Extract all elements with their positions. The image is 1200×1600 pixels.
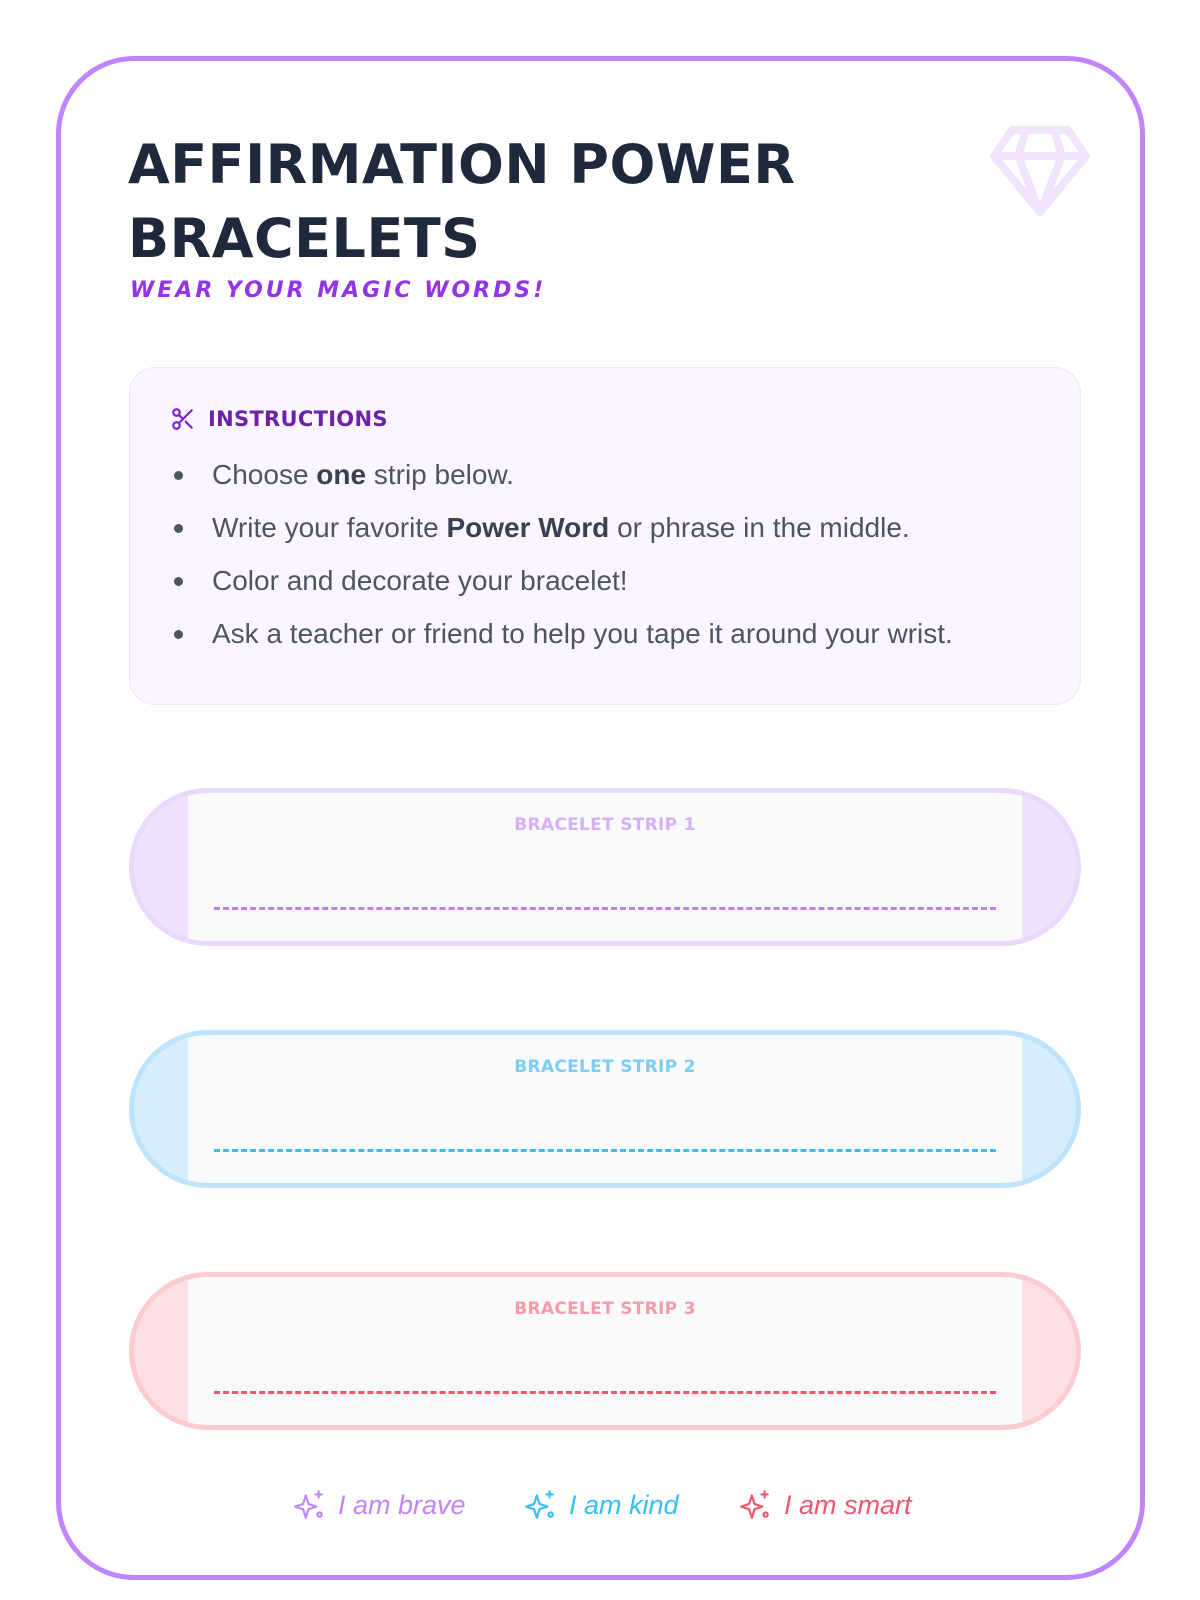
instructions-heading: INSTRUCTIONS <box>208 407 388 431</box>
write-line <box>214 1149 996 1152</box>
bracelet-strip-1[interactable] <box>129 788 1081 946</box>
affirmation-smart <box>738 1488 912 1522</box>
affirmation-text: I am smart <box>784 1489 912 1520</box>
scissors-icon <box>170 406 196 432</box>
instruction-item: Color and decorate your bracelet! <box>170 554 953 607</box>
bracelet-strip-2[interactable] <box>129 1030 1081 1188</box>
sparkles-icon <box>523 1488 557 1522</box>
affirmation-text: I am kind <box>569 1489 679 1520</box>
instructions-header <box>170 406 388 432</box>
page-title: AFFIRMATION POWER BRACELETS <box>128 133 796 270</box>
strip-label: BRACELET STRIP 2 <box>514 1057 696 1077</box>
instruction-item: Ask a teacher or friend to help you tape it around your wrist. <box>170 607 953 660</box>
sparkles-icon <box>292 1488 326 1522</box>
affirmation-brave <box>292 1488 466 1522</box>
write-line <box>214 907 996 910</box>
instructions-panel <box>129 367 1081 705</box>
sparkles-icon <box>738 1488 772 1522</box>
instruction-item: Write your favorite Power Word or phrase in the middle. <box>170 501 953 554</box>
affirmation-kind <box>523 1488 679 1522</box>
strip-label: BRACELET STRIP 3 <box>514 1299 696 1319</box>
instruction-item: Choose one strip below. <box>170 448 953 501</box>
page-subtitle: WEAR YOUR MAGIC WORDS! <box>130 278 547 303</box>
write-line <box>214 1391 996 1394</box>
strip-label: BRACELET STRIP 1 <box>514 815 696 835</box>
affirmation-text: I am brave <box>338 1489 466 1520</box>
diamond-icon <box>990 120 1090 220</box>
bracelet-strip-3[interactable] <box>129 1272 1081 1430</box>
instructions-list <box>170 448 953 660</box>
